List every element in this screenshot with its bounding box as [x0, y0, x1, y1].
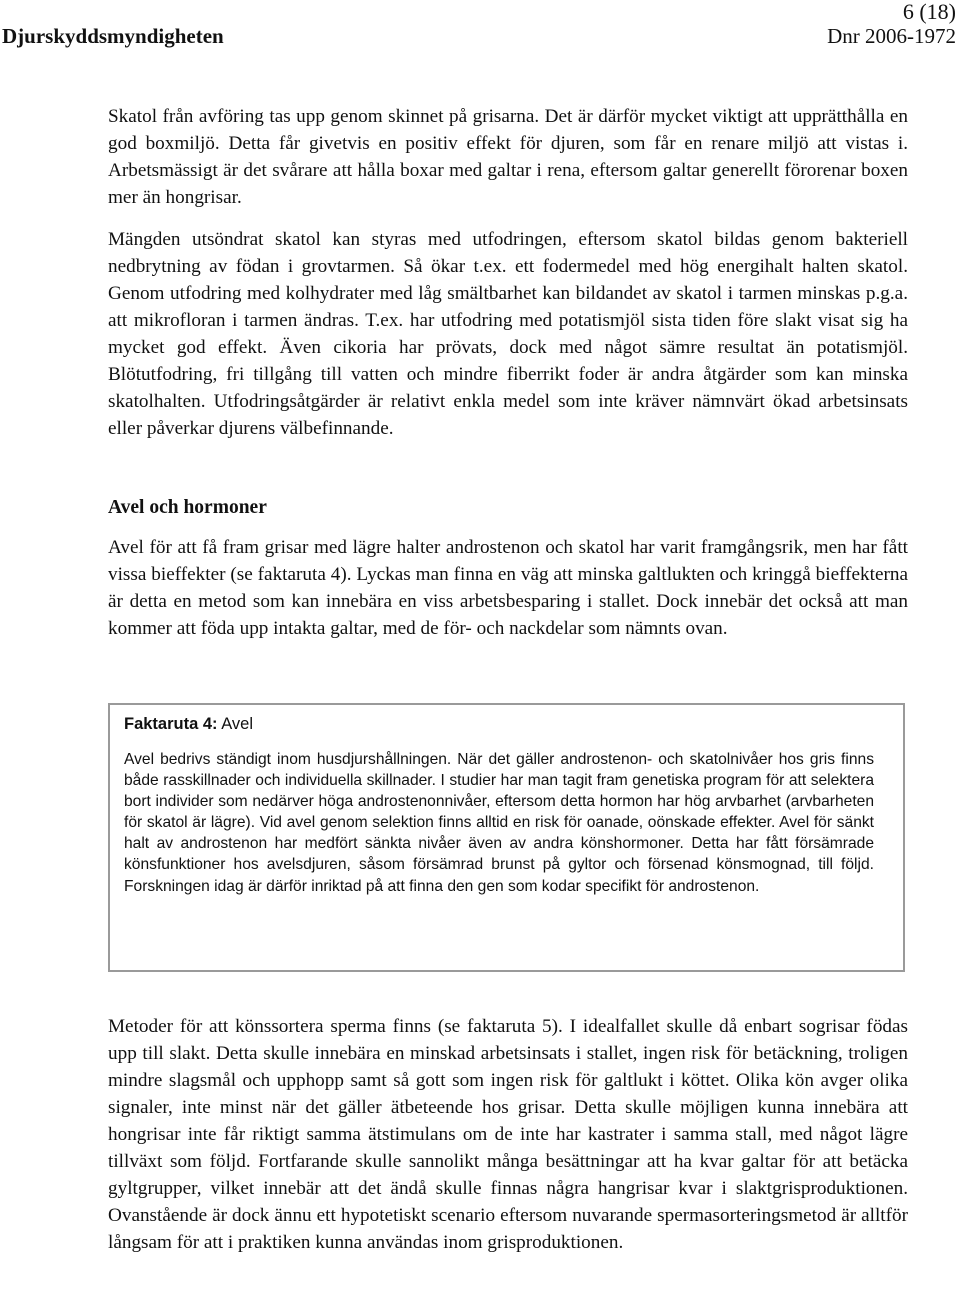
document-reference: Dnr 2006-1972 — [827, 24, 956, 48]
page-number: 6 (18) — [902, 0, 956, 24]
factbox-title — [124, 713, 253, 735]
paragraph-feeding: Mängden utsöndrat skatol kan styras med utfodringen, eftersom skatol bildas genom bakteriell nedbrytning av födan i grovtarmen. Så ökar t.ex. ett fodermedel med hög energihalt halten skatol. Genom utfodring med kolhydrater med låg smältbarhet kan bildandet av skatol i tarmen minskas p.g.a. att mikrofloran i tarmen ändras. T.ex. har utfodring med potatismjöl sista tiden före slakt visat sig ha mycket god effekt. Även cikoria har prövats, dock med något sämre resultat än potatismjöl. Blötutfodring, fri tillgång till vatten och mindre fiberrikt foder är andra åtgärder som kan minska skatolhalten. Utfodringsåtgärder är relativt enkla medel som inte kräver nämnvärt ökad arbetsinsats eller påverkar djurens välbefinnande. — [108, 229, 908, 439]
paragraph-breeding: Avel för att få fram grisar med lägre halter androstenon och skatol har varit framgångsrik, men har fått vissa bieffekter (se faktaruta 4). Lyckas man finna en väg att minska galtlukten och kringgå bieffekterna är detta en metod som kan innebära en viss arbetsbesparing i stallet. Dock innebär det också att man kommer att föda upp intakta galtar, med de för- och nackdelar som nämnts ovan. — [108, 537, 908, 639]
factbox-body: Avel bedrivs ständigt inom husdjurshållningen. När det gäller androstenon- och skatolnivåer hos gris finns både rasskillnader och individuella skillnader. I studier har man tagit fram genetiska program för att selektera bort individer som nedärver höga androstenonnivåer, eftersom detta hormon har hög arvbarhet (arvbarheten för skatol är lägre). Vid avel genom selektion finns alltid en risk för oanade, oönskade effekter. Avel för sänkt halt av androstenon har medfört sänkta nivåer även av andra könshormoner. Detta har fått försämrade könsfunktioner hos avelsdjuren, såsom försämrad brunst på gyltor och försenad könsmognad, till följd. Forskningen idag är därför inriktad på att finna den gen som kodar specifikt för androstenon. — [124, 751, 874, 895]
paragraph-sperm-sorting: Metoder för att könssortera sperma finns (se faktaruta 5). I idealfallet skulle då enbart sogrisar födas upp till slakt. Detta skulle innebära en minskad arbetsinsats i stallet, ingen risk för betäckning, troligen mindre slagsmål och upphopp samt så gott som ingen risk för galtlukt i köttet. Olika kön avger olika signaler, inte minst när det gäller ätbeteende hos grisar. Detta skulle möjligen kunna innebära att hongrisar inte får riktigt samma ätstimulans om de inte har kastrater i samma stall, med något lägre tillväxt som följd. Fortfarande skulle sannolikt många besättningar att ha kvar galtar för att betäcka gyltgrupper, vilket innebär att det ändå skulle finnas några hangrisar kvar i slaktgrisproduktionen. Ovanstående är dock ännu ett hypotetiskt scenario eftersom nuvarande spermasorteringsmetod är alltför långsam för att i praktiken kunna användas inom grisproduktionen. — [108, 1016, 908, 1253]
factbox-label: Faktaruta 4: — [124, 715, 218, 733]
factbox-4 — [108, 703, 905, 972]
section-heading-avel: Avel och hormoner — [108, 497, 267, 518]
paragraph-skatol-hygiene: Skatol från avföring tas upp genom skinnet på grisarna. Det är därför mycket viktigt att upprätthålla en god boxmiljö. Detta får givetvis en positiv effekt för djuren, som får en renare miljö att vistas i. Arbetsmässigt är det svårare att hålla boxar med galtar i rena, eftersom galtar generellt förorenar boxen mer än hongrisar. — [108, 106, 908, 208]
factbox-title-text: Avel — [221, 715, 254, 733]
agency-name: Djurskyddsmyndigheten — [2, 24, 224, 48]
page-header — [0, 0, 960, 50]
